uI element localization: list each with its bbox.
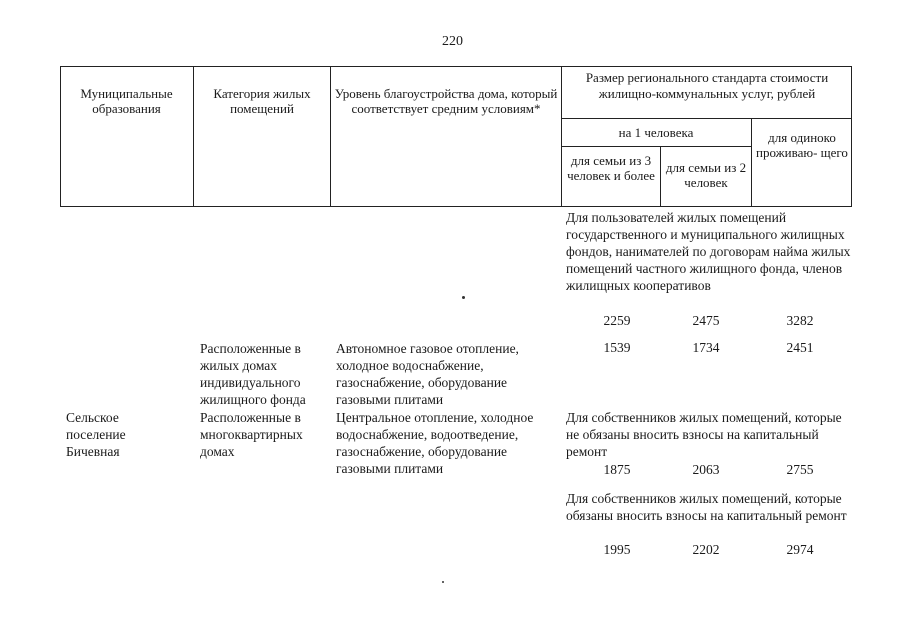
owners-no-value-family3: 1875 (603, 462, 631, 477)
border-col3 (330, 66, 331, 207)
header-family-2: для семьи из 2 человек (665, 160, 747, 190)
table-bottom-border (60, 206, 852, 207)
owners-yes-value-single: 2974 (786, 542, 814, 557)
header-municipality: Муниципальные образования (80, 86, 173, 116)
apartment-category: Расположенные в многоквартирных домах (200, 410, 303, 459)
individual-value-family2: 1734 (692, 340, 720, 355)
owners-yes-value-family3: 1995 (603, 542, 631, 557)
border-single (751, 118, 752, 207)
header-standard-title: Размер регионального стандарта стоимости жилищно-коммунальных услуг, рублей (585, 70, 829, 101)
stray-mark (462, 296, 465, 299)
header-family-3: для семьи из 3 человек и более (567, 153, 655, 183)
users-value-single: 3282 (786, 313, 814, 328)
owners-no-value-family2: 2063 (692, 462, 720, 477)
border-left (60, 66, 61, 207)
owners-no-value-single: 2755 (786, 462, 814, 477)
owners-yes-caption: Для собственников жилых помещений, которые обязаны вносить взносы на капитальный ремонт (566, 491, 847, 523)
apartment-level: Центральное отопление, холодное водоснабжение, водоотведение, газоснабжение, оборудование газовыми плитами (336, 410, 534, 476)
title-divider (561, 118, 852, 119)
individual-category: Расположенные в жилых домах индивидуального жилищного фонда (200, 341, 306, 407)
municipality-name: Сельское поселение Бичевная (66, 410, 126, 459)
individual-level: Автономное газовое отопление, холодное водоснабжение, газоснабжение, оборудование газовыми плитами (336, 341, 519, 407)
header-per-person: на 1 человека (618, 125, 694, 140)
border-right (851, 66, 852, 207)
header-level: Уровень благоустройства дома, который соответствует средним условиям* (334, 86, 558, 116)
page-number: 220 (442, 34, 463, 49)
individual-value-single: 2451 (786, 340, 814, 355)
owners-yes-value-family2: 2202 (692, 542, 720, 557)
per-person-divider (561, 146, 751, 147)
users-value-family3: 2259 (603, 313, 631, 328)
users-caption: Для пользователей жилых помещений государственного и муниципального жилищных фондов, нанимателей по договорам найма жилых помещений частного жилищного фонда, членов жилищных кооперативов (566, 210, 851, 293)
owners-no-caption: Для собственников жилых помещений, которые не обязаны вносить взносы на капитальный ремонт (566, 410, 842, 459)
header-category: Категория жилых помещений (213, 86, 311, 116)
individual-value-family3: 1539 (603, 340, 631, 355)
border-family2 (660, 146, 661, 207)
stray-mark-bottom (442, 581, 444, 583)
table-top-border (60, 66, 852, 67)
users-value-family2: 2475 (692, 313, 720, 328)
header-single: для одиноко проживаю- щего (756, 130, 848, 160)
border-col2 (193, 66, 194, 207)
